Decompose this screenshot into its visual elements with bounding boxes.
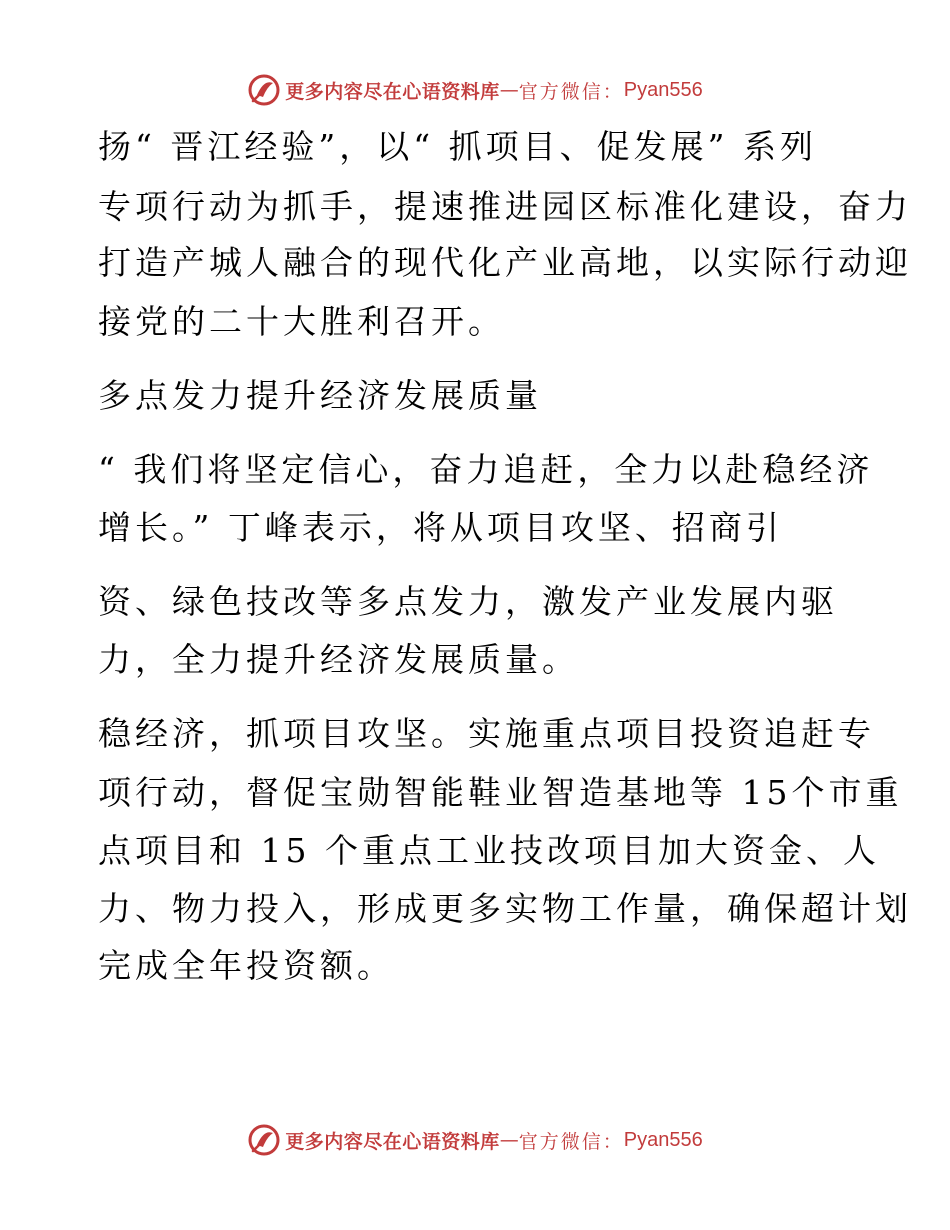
text-line: 完成全年投资额。	[98, 946, 394, 985]
banner-separator: —	[499, 1129, 519, 1151]
text-line: 打造产城人融合的现代化产业高地，以实际行动迎	[98, 243, 912, 282]
text-line: 力，全力提升经济发展质量。	[98, 640, 579, 679]
logo-icon	[247, 73, 281, 107]
text-line: 力、物力投入，形成更多实物工作量，确保超计划	[98, 889, 912, 928]
header-banner	[0, 70, 950, 110]
logo-icon	[247, 1123, 281, 1157]
banner-wechat-label: 官方微信：	[518, 80, 624, 103]
banner-main-text: 更多内容尽在心语资料库	[285, 80, 500, 103]
text-line: 增长。” 丁峰表示，将从项目攻坚、招商引	[98, 508, 783, 547]
text-line: 接党的二十大胜利召开。	[98, 302, 505, 341]
banner-wechat-id: Pyan556	[623, 1128, 703, 1151]
text-line: “ 我们将坚定信心，奋力追赶，全力以赴稳经济	[98, 450, 874, 489]
banner-separator: —	[499, 79, 519, 101]
section-heading: 多点发力提升经济发展质量	[98, 376, 542, 415]
text-line: 稳经济，抓项目攻坚。实施重点项目投资追赶专	[98, 714, 875, 753]
banner-wechat-id: Pyan556	[623, 78, 703, 101]
banner-wechat-label: 官方微信：	[518, 1130, 624, 1153]
footer-banner	[0, 1120, 950, 1160]
text-line: 点项目和 15 个重点工业技改项目加大资金、人	[98, 831, 880, 870]
text-line: 专项行动为抓手，提速推进园区标准化建设，奋力	[98, 187, 912, 226]
text-line: 项行动，督促宝勋智能鞋业智造基地等 15个市重	[98, 773, 903, 812]
banner-main-text: 更多内容尽在心语资料库	[285, 1130, 500, 1153]
text-line: 资、绿色技改等多点发力，激发产业发展内驱	[98, 582, 838, 621]
text-line: 扬“ 晋江经验”，以“ 抓项目、促发展” 系列	[98, 127, 817, 166]
